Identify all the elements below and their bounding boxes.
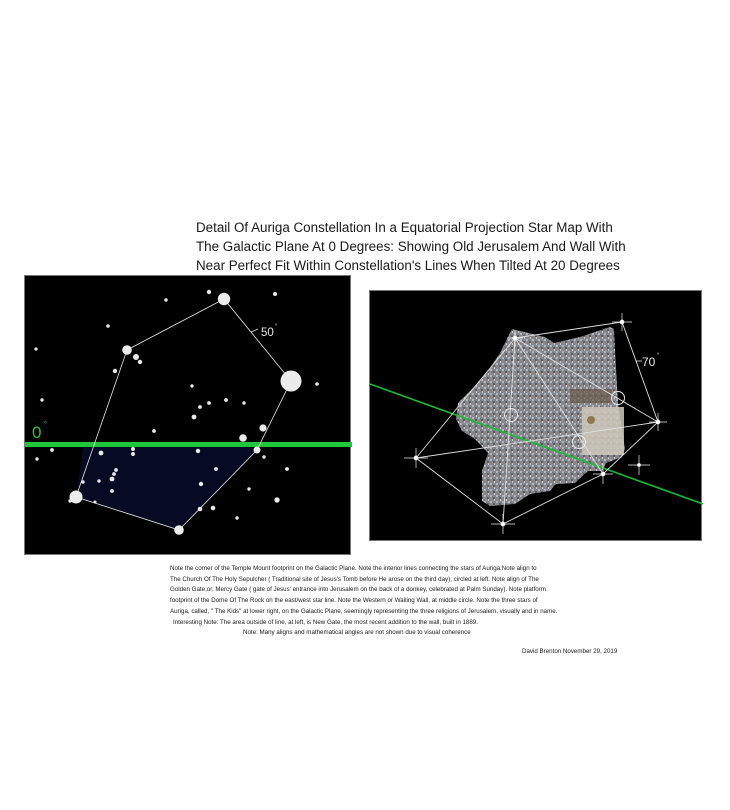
plane-label-0: 0 [32, 423, 42, 442]
jerusalem-overlay-map [369, 290, 702, 541]
star-map-graphic [25, 276, 352, 556]
caption-line: Auriga, called, " The Kids" at lower right, on the Galactic Plane, seemingly representing the three religions of Jerusalem, visually and in name. [170, 607, 558, 615]
title-line-1: Detail Of Auriga Constellation In a Equatorial Projection Star Map With [196, 220, 613, 235]
angle-label-70: 70 [642, 355, 656, 369]
title-line-2: The Galactic Plane At 0 Degrees: Showing Old Jerusalem And Wall With [196, 239, 626, 254]
temple-mount-platform [582, 407, 624, 455]
caption-line: The Church Of The Holy Sepulcher ( Traditional site of Jesus's Tomb before He arose on the third day), circled at left. Note align of The [170, 575, 539, 583]
caption-line: footprint of the Dome Of The Rock on the east/west star line. Note the Western or Wailing Wall, at middle circle. Note the three stars of [170, 597, 538, 605]
caption-line: Note: Many aligns and mathematical angles are not shown due to visual coherence [243, 629, 471, 637]
caption-notes [170, 564, 670, 639]
svg-text:°: ° [275, 324, 278, 330]
page-title [196, 218, 696, 275]
angle-label-50: 50 [261, 327, 274, 339]
caption-line: Interesting Note: The area outside of line, at left, is New Gate, the most recent addition to the wall, built in 1889. [173, 618, 478, 626]
svg-text:°: ° [657, 353, 660, 359]
caption-line: Note the corner of the Temple Mount footprint on the Galactic Plane. Note the interior lines connecting the stars of Auriga:Note align to [170, 565, 537, 572]
author-signature: David Brenton November 29, 2019 [522, 648, 618, 655]
title-line-3: Near Perfect Fit Within Constellation's Lines When Tilted At 20 Degrees [196, 258, 620, 273]
jerusalem-overlay-graphic [370, 291, 703, 542]
galactic-plane-line [25, 442, 352, 447]
caption-line: Golden Gate,or, Mercy Gate ( gate of Jesus' entrance into Jerusalem on the back of a donkey, celebrated at Palm Sunday). Note platform [170, 586, 546, 594]
svg-text:°: ° [44, 420, 48, 429]
dome-of-the-rock [587, 416, 595, 424]
constellation-fill-below-plane [76, 447, 257, 530]
auriga-star-map [24, 275, 351, 555]
